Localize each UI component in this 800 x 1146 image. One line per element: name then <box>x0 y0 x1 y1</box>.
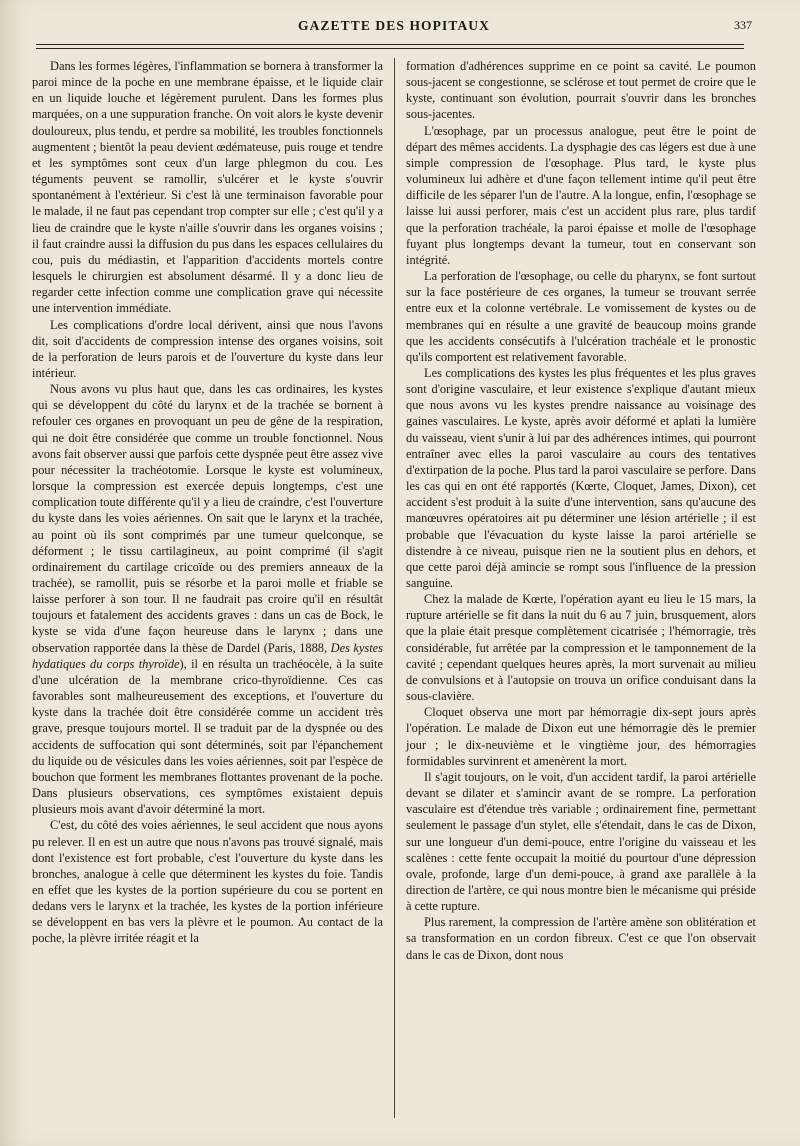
paragraph: Il s'agit toujours, on le voit, d'un accident tardif, la paroi artérielle devant se dilater et s'amincir avant de se rompre. La perforation vasculaire est d'étendue très variable ; ordinairement fine, permettant seulement le passage d'un stylet, elle s'étendait, dans le cas de Dixon, sur une longueur d'un demi-pouce, entre l'origine du vaisseau et les scalènes : cette fente occupait la moitié du pourtour d'une dépression ovale, profonde, large d'un demi-pouce, à grand axe parallèle à la direction de l'artère, ce qui nous montre bien le mécanisme qui préside à cette rupture. <box>406 769 756 914</box>
paragraph: Plus rarement, la compression de l'artère amène son oblitération et sa transformation en un cordon fibreux. C'est ce que l'on observait dans le cas de Dixon, dont nous <box>406 915 756 962</box>
page-header <box>36 18 752 42</box>
paragraph: Dans les formes légères, l'inflammation se bornera à transformer la paroi mince de la poche en une membrane épaisse, et le liquide clair en un liquide louche et légèrement purulent. Dans les formes plus marquées, on a une suppuration franche. On voit alors le kyste devenir douloureux, plus tendu, et perdre sa mobilité, les troubles fonctionnels augmentent ; bientôt la peau devient œdémateuse, puis rouge et tendre et les symptômes sont ceux d'un large phlegmon du cou. Les téguments peuvent se ramollir, s'ulcérer et le kyste s'ouvrir spontanément à l'extérieur. Si c'est là une terminaison favorable pour le malade, il ne faut pas cependant trop compter sur elle ; c'est qu'il y a lieu de craindre que le kyste n'aille s'ouvrir dans les organes voisins ; il faut craindre aussi la diffusion du pus dans les espaces cellulaires du cou, puis du médiastin, et l'apparition d'accidents mortels contre lesquels le chirurgien est absolument désarmé. Il y a donc lieu de regarder cette infection comme une complication grave qui nécessite une intervention immédiate. <box>32 59 383 316</box>
thesis-title: Des kystes hydatiques du corps thyroïde <box>32 640 383 671</box>
paragraph-text: Nous avons vu plus haut que, dans les cas ordinaires, les kystes qui se développent du côté du larynx et de la trachée se bornent à refouler ces organes en provoquant un peu de gêne de la respiration, qui ne doit être considérée que comme un trouble fonctionnel. Nous avons fait observer aussi que parfois cette dyspnée peut être assez vive pour nécessiter la trachéotomie. Lorsque le kyste est volumineux, lorsque la compression est exercée depuis longtemps, c'est une complication toute différente qu'il y a lieu de craindre, c'est l'ouverture du kyste dans les voies aériennes. On sait que le larynx et la trachée, au point où ils sont comprimés par une tumeur quelconque, se déforment ; le tissu cartilagineux, au point comprimé (il s'agit ordinairement du cartilage cricoïde ou des premiers anneaux de la trachée), se ramollit, puis se résorbe et la paroi molle et friable se laisse perforer à son tour. Il ne faudrait pas croire qu'il en résultât toujours et fatalement des accidents graves : dans un cas de Bock, le kyste se vida d'une façon heureuse dans le larynx ; dans une observation rapportée dans la thèse de Dardel (Paris, 1888, <box>32 382 383 655</box>
paragraph: L'œsophage, par un processus analogue, peut être le point de départ des mêmes accidents. La dysphagie des cas légers est due à une simple compression de l'œsophage. Plus tard, le kyste plus volumineux lui adhère et d'une façon tellement intime qu'il peut être difficile de les séparer l'un de l'autre. A la longue, enfin, l'œsophage se laisse lui aussi perforer, mais c'est un accident plus rare, plus tardif que la perforation trachéale, la paroi épaisse et molle de l'œsophage fuyant plus longtemps devant la tumeur, tout en conservant son intégrité. <box>406 123 756 267</box>
paragraph: Chez la malade de Kœrte, l'opération ayant eu lieu le 15 mars, la rupture artérielle se fit dans la nuit du 6 au 7 juin, brusquement, alors que la plaie était presque complètement cicatrisée ; l'hémorragie, très considérable, fut arrêtée par la compression et le tamponnement de la cavité ; cependant quelques heures après, la mort survenait au milieu de convulsions et à l'autopsie on trouva un orifice conduisant dans la sous-clavière. <box>406 592 756 704</box>
running-title: GAZETTE DES HOPITAUX <box>297 18 491 33</box>
right-column <box>394 58 756 1118</box>
paragraph <box>32 381 383 817</box>
left-column <box>32 58 394 1118</box>
paragraph: formation d'adhérences supprime en ce point sa cavité. Le poumon sous-jacent se congestionne, se sclérose et tout permet de croire que le kyste, continuant son évolution, pourrait s'ouvrir dans les bronches sous-jacentes. <box>406 59 756 122</box>
text-columns <box>32 58 756 1118</box>
paragraph: C'est, du côté des voies aériennes, le seul accident que nous ayons pu relever. Il en est un autre que nous n'avons pas trouvé signalé, mais dont l'existence est fort probable, c'est l'ouverture du kyste dans les bronches, analogue à celle que déterminent les kystes du foie. Tandis en effet que les kystes de la portion supérieure du cou se portent en dedans vers le larynx et la trachée, les kystes de la portion inférieure se développent en bas vers la plèvre et le poumon. Au contact de la poche, la plèvre irritée réagit et la <box>32 818 383 946</box>
paragraph: La perforation de l'œsophage, ou celle du pharynx, se font surtout sur la face postérieure de ces organes, la tumeur se trouvant serrée entre eux et la colonne vertébrale. Le vomissement de kystes ou de membranes qui en résulte a une gravité de beaucoup moins grande que les accidents consécutifs à l'ulcération trachéale et le pronostic qu'ils comportent est relativement favorable. <box>406 269 756 364</box>
paragraph: Cloquet observa une mort par hémorragie dix-sept jours après l'opération. Le malade de Dixon eut une hémorragie dès le premier jour ; le dix-neuvième et le vingtième jour, des hémorragies formidables survinrent et amenèrent la mort. <box>406 705 756 768</box>
header-rule <box>36 44 744 49</box>
page-number: 337 <box>734 18 752 32</box>
paragraph: Les complications d'ordre local dérivent, ainsi que nous l'avons dit, soit d'accidents de compression intense des organes voisins, soit de la perforation de leurs parois et de l'ouverture du kyste dans leur intérieur. <box>32 317 383 380</box>
paragraph-text: ), il en résulta un trachéocèle, à la suite d'une ulcération de la membrane crico-thyroïdienne. Ces cas favorables sont malheureusement des exceptions, et l'ouverture du kyste dans la trachée doit être considérée comme un accident très grave, presque toujours mortel. Il se traduit par de la dyspnée ou des accidents de suffocation qui sont déterminés, soit par l'épanchement du liquide ou de vésicules dans les voies aériennes, soit par l'espèce de bouchon que forment les membranes flottantes provenant de la poche. Dans plusieurs observations, ces symptômes existaient depuis plusieurs mois avant d'avoir déterminé la mort. <box>32 656 383 817</box>
paragraph: Les complications des kystes les plus fréquentes et les plus graves sont d'origine vasculaire, et leur existence s'explique d'autant mieux que nous avons vu les kystes prendre naissance au voisinage des gaines vasculaires. Le kyste, après avoir déformé et aplati la lumière du vaisseau, vient s'unir à lui par des adhérences intimes, qui pourront entraîner avec elles la paroi vasculaire au cours des tentatives d'extirpation de la poche. Plus tard la paroi vasculaire se perfore. Dans les cas qui en ont été rapportés (Kœrte, Cloquet, James, Dixon), cet accident s'est produit à la suite d'une intervention, sans qu'aucune des manœuvres opératoires ait pu déterminer une lésion artérielle ; il est probable que l'évacuation du kyste laisse la paroi artérielle se distendre à ce niveau, puisque rien ne la soutient plus en dehors, et que cette paroi déjà amincie se rompt sous l'influence de la pression sanguine. <box>406 365 756 590</box>
